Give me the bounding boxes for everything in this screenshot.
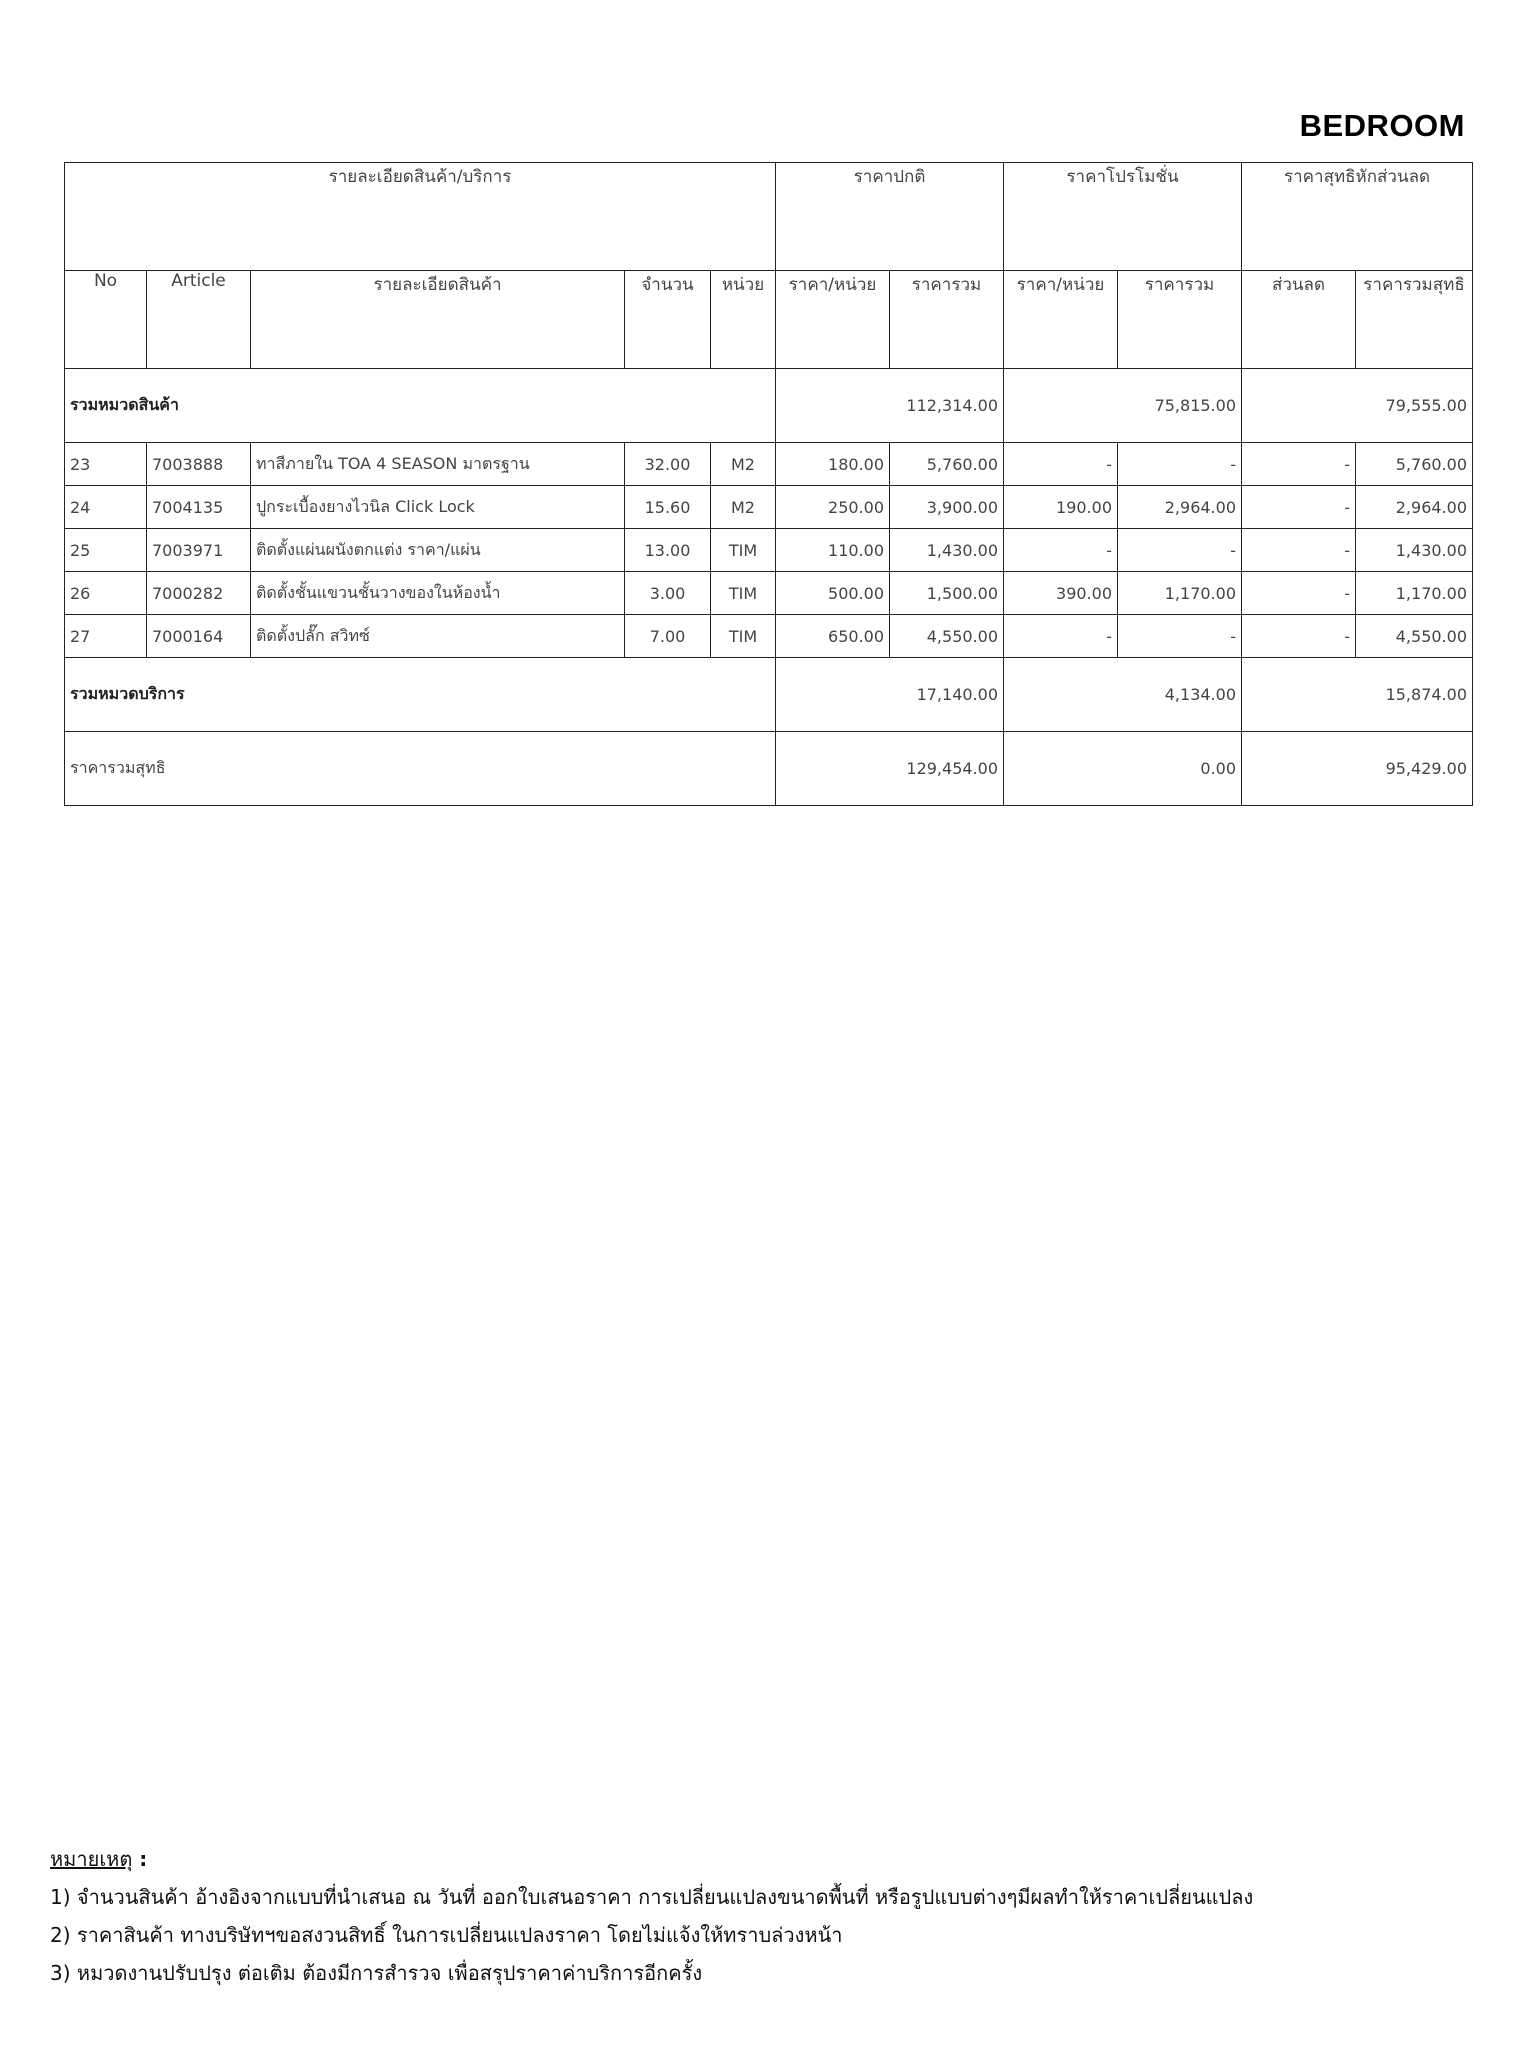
note-item-2: 2) ราคาสินค้า ทางบริษัทฯขอสงวนสิทธิ์ ในการเปลี่ยนแปลงราคา โดยไม่แจ้งให้ทราบล่วงหน้า <box>50 1923 843 1947</box>
row-promo-total: 2,964.00 <box>1118 486 1242 529</box>
row-total: 5,760.00 <box>890 443 1004 486</box>
services-subtotal-normal: 17,140.00 <box>776 658 1004 732</box>
header-net-price: ราคาสุทธิหักส่วนลด <box>1242 163 1473 271</box>
row-total: 1,430.00 <box>890 529 1004 572</box>
products-subtotal-promo: 75,815.00 <box>1004 369 1242 443</box>
row-total: 1,500.00 <box>890 572 1004 615</box>
row-discount: - <box>1242 443 1356 486</box>
row-promo-total: - <box>1118 443 1242 486</box>
grand-total-row <box>65 732 1473 806</box>
row-unit: M2 <box>711 486 776 529</box>
row-promo-unit-price: 190.00 <box>1004 486 1118 529</box>
row-unit: TIM <box>711 529 776 572</box>
row-promo-unit-price: 390.00 <box>1004 572 1118 615</box>
notes-heading-line <box>50 1840 1253 1878</box>
row-unit-price: 110.00 <box>776 529 890 572</box>
quotation-table <box>64 162 1473 806</box>
table-row <box>65 443 1473 486</box>
row-promo-unit-price: - <box>1004 529 1118 572</box>
row-qty: 32.00 <box>625 443 711 486</box>
row-net-total: 1,430.00 <box>1356 529 1473 572</box>
header-description: รายละเอียดสินค้า <box>251 271 625 369</box>
row-discount: - <box>1242 486 1356 529</box>
services-subtotal-promo: 4,134.00 <box>1004 658 1242 732</box>
table-row <box>65 486 1473 529</box>
services-subtotal-net: 15,874.00 <box>1242 658 1473 732</box>
table-row <box>65 529 1473 572</box>
table-row <box>65 572 1473 615</box>
row-unit-price: 650.00 <box>776 615 890 658</box>
row-description: ทาสีภายใน TOA 4 SEASON มาตรฐาน <box>251 443 625 486</box>
notes-section <box>50 1840 1253 1992</box>
header-qty: จำนวน <box>625 271 711 369</box>
grand-total-promo: 0.00 <box>1004 732 1242 806</box>
row-promo-unit-price: - <box>1004 615 1118 658</box>
row-qty: 3.00 <box>625 572 711 615</box>
header-details-group: รายละเอียดสินค้า/บริการ <box>65 163 776 271</box>
grand-total-net: 95,429.00 <box>1242 732 1473 806</box>
row-net-total: 4,550.00 <box>1356 615 1473 658</box>
grand-total-label: ราคารวมสุทธิ <box>65 732 776 806</box>
header-promo-total: ราคารวม <box>1118 271 1242 369</box>
header-normal-price: ราคาปกติ <box>776 163 1004 271</box>
row-discount: - <box>1242 572 1356 615</box>
row-net-total: 2,964.00 <box>1356 486 1473 529</box>
note-item-3: 3) หมวดงานปรับปรุง ต่อเติม ต้องมีการสำรวจ เพื่อสรุปราคาค่าบริการอีกครั้ง <box>50 1961 703 1985</box>
row-total: 4,550.00 <box>890 615 1004 658</box>
row-article: 7003888 <box>147 443 251 486</box>
products-subtotal-net: 79,555.00 <box>1242 369 1473 443</box>
row-net-total: 1,170.00 <box>1356 572 1473 615</box>
row-discount: - <box>1242 615 1356 658</box>
products-subtotal-label: รวมหมวดสินค้า <box>65 369 776 443</box>
header-discount: ส่วนลด <box>1242 271 1356 369</box>
row-promo-unit-price: - <box>1004 443 1118 486</box>
row-no: 25 <box>65 529 147 572</box>
table-row <box>65 615 1473 658</box>
services-subtotal-row <box>65 658 1473 732</box>
row-unit-price: 500.00 <box>776 572 890 615</box>
header-row-groups <box>65 163 1473 271</box>
row-promo-total: 1,170.00 <box>1118 572 1242 615</box>
notes-heading: หมายเหตุ <box>50 1847 133 1871</box>
row-article: 7000282 <box>147 572 251 615</box>
notes-colon: : <box>132 1847 148 1871</box>
row-unit: TIM <box>711 615 776 658</box>
header-promo-unit-price: ราคา/หน่วย <box>1004 271 1118 369</box>
row-unit-price: 180.00 <box>776 443 890 486</box>
header-net-total: ราคารวมสุทธิ <box>1356 271 1473 369</box>
header-promo-price: ราคาโปรโมชั่น <box>1004 163 1242 271</box>
services-subtotal-label: รวมหมวดบริการ <box>65 658 776 732</box>
note-item-1: 1) จำนวนสินค้า อ้างอิงจากแบบที่นำเสนอ ณ วันที่ ออกใบเสนอราคา การเปลี่ยนแปลงขนาดพื้นที่ หรือรูปแบบต่างๆมีผลทำให้ราคาเปลี่ยนแปลง <box>50 1885 1254 1909</box>
row-qty: 13.00 <box>625 529 711 572</box>
row-unit-price: 250.00 <box>776 486 890 529</box>
grand-total-normal: 129,454.00 <box>776 732 1004 806</box>
header-no: No <box>65 271 147 369</box>
row-total: 3,900.00 <box>890 486 1004 529</box>
header-total: ราคารวม <box>890 271 1004 369</box>
products-subtotal-normal: 112,314.00 <box>776 369 1004 443</box>
header-row-columns <box>65 271 1473 369</box>
row-unit: TIM <box>711 572 776 615</box>
row-qty: 7.00 <box>625 615 711 658</box>
row-promo-total: - <box>1118 615 1242 658</box>
header-article: Article <box>147 271 251 369</box>
row-unit: M2 <box>711 443 776 486</box>
page-title: BEDROOM <box>1299 108 1465 143</box>
row-article: 7003971 <box>147 529 251 572</box>
row-article: 7000164 <box>147 615 251 658</box>
header-unit: หน่วย <box>711 271 776 369</box>
row-no: 27 <box>65 615 147 658</box>
row-description: ติดตั้งแผ่นผนังตกแต่ง ราคา/แผ่น <box>251 529 625 572</box>
row-description: ติดตั้งปลั๊ก สวิทซ์ <box>251 615 625 658</box>
row-discount: - <box>1242 529 1356 572</box>
row-no: 23 <box>65 443 147 486</box>
row-description: ปูกระเบื้องยางไวนิล Click Lock <box>251 486 625 529</box>
row-no: 26 <box>65 572 147 615</box>
products-subtotal-row <box>65 369 1473 443</box>
row-qty: 15.60 <box>625 486 711 529</box>
row-description: ติดตั้งชั้นแขวนชั้นวางของในห้องน้ำ <box>251 572 625 615</box>
row-promo-total: - <box>1118 529 1242 572</box>
header-unit-price: ราคา/หน่วย <box>776 271 890 369</box>
row-article: 7004135 <box>147 486 251 529</box>
row-net-total: 5,760.00 <box>1356 443 1473 486</box>
row-no: 24 <box>65 486 147 529</box>
